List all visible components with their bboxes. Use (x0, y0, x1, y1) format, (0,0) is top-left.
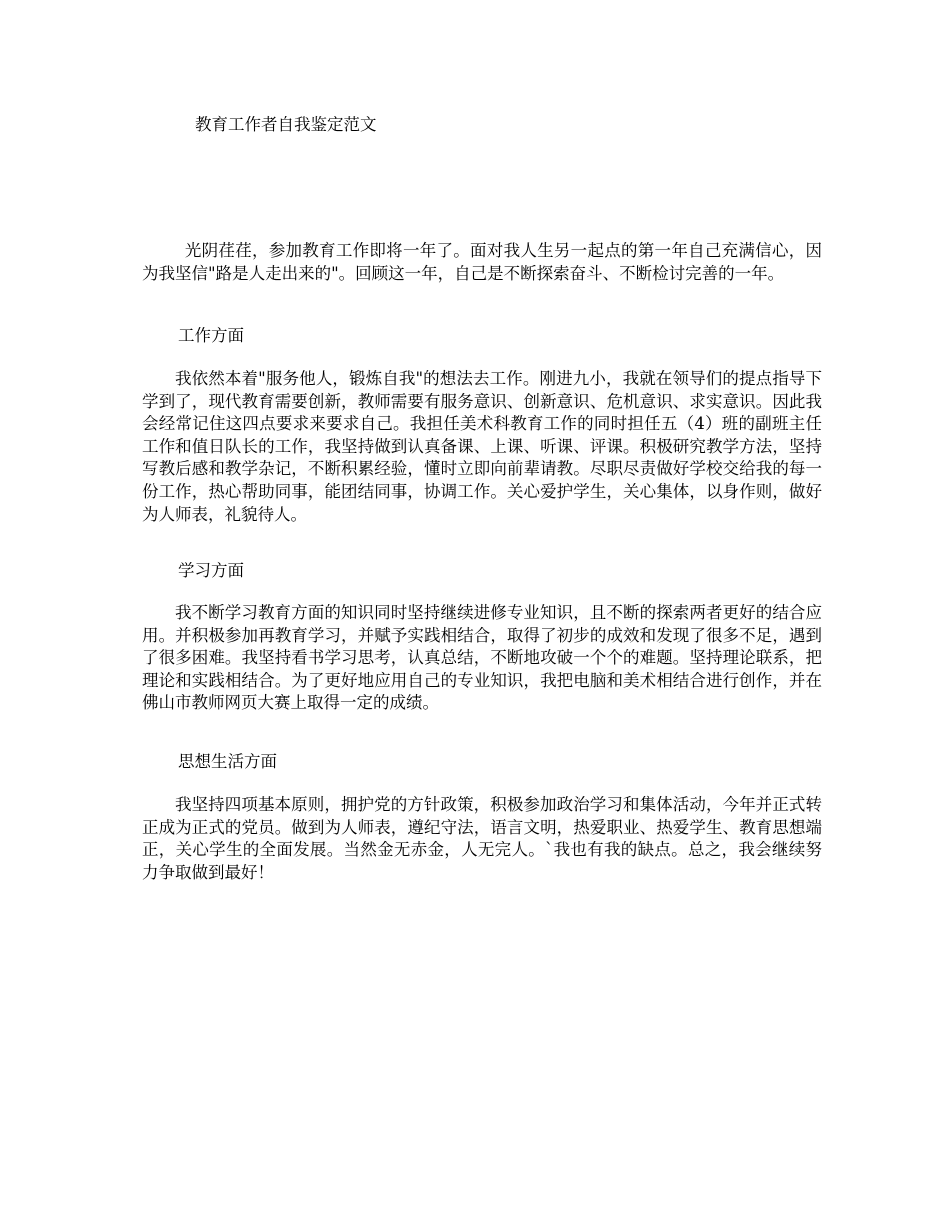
intro-paragraph: 光阴荏荏，参加教育工作即将一年了。面对我人生另一起点的第一年自己充满信心，因为我坚信"路是人走出来的"。回顾这一年，自己是不断探索奋斗、不断检讨完善的一年。 (142, 241, 822, 283)
section-heading-work: 工作方面 (178, 326, 244, 345)
section-heading-study: 学习方面 (178, 561, 244, 580)
document-title: 教育工作者自我鉴定范文 (195, 115, 377, 134)
section-body-life: 我坚持四项基本原则，拥护党的方针政策，积极参加政治学习和集体活动，今年并正式转正成为正式的党员。做到为人师表，遵纪守法，语言文明，热爱职业、热爱学生、教育思想端正，关心学生的全面发展。当然金无赤金，人无完人。`我也有我的缺点。总之，我会继续努力争取做到最好！ (142, 795, 822, 882)
section-body-study: 我不断学习教育方面的知识同时坚持继续进修专业知识，且不断的探索两者更好的结合应用。并积极参加再教育学习，并赋予实践相结合，取得了初步的成效和发现了很多不足，遇到了很多困难。我坚持看书学习思考，认真总结，不断地攻破一个个的难题。坚持理论联系，把理论和实践相结合。为了更好地应用自己的专业知识，我把电脑和美术相结合进行创作，并在佛山市教师网页大赛上取得一定的成绩。 (142, 603, 822, 713)
section-heading-life: 思想生活方面 (178, 752, 277, 771)
section-body-work: 我依然本着"服务他人，锻炼自我"的想法去工作。刚进九小，我就在领导们的提点指导下学到了，现代教育需要创新，教师需要有服务意识、创新意识、危机意识、求实意识。因此我会经常记住这四点要求来要求自己。我担任美术科教育工作的同时担任五（4）班的副班主任工作和值日队长的工作，我坚持做到认真备课、上课、听课、评课。积极研究教学方法，坚持写教后感和教学杂记，不断积累经验，懂时立即向前辈请教。尽职尽责做好学校交给我的每一份工作，热心帮助同事，能团结同事，协调工作。关心爱护学生，关心集体，以身作则，做好为人师表，礼貌待人。 (142, 369, 822, 524)
